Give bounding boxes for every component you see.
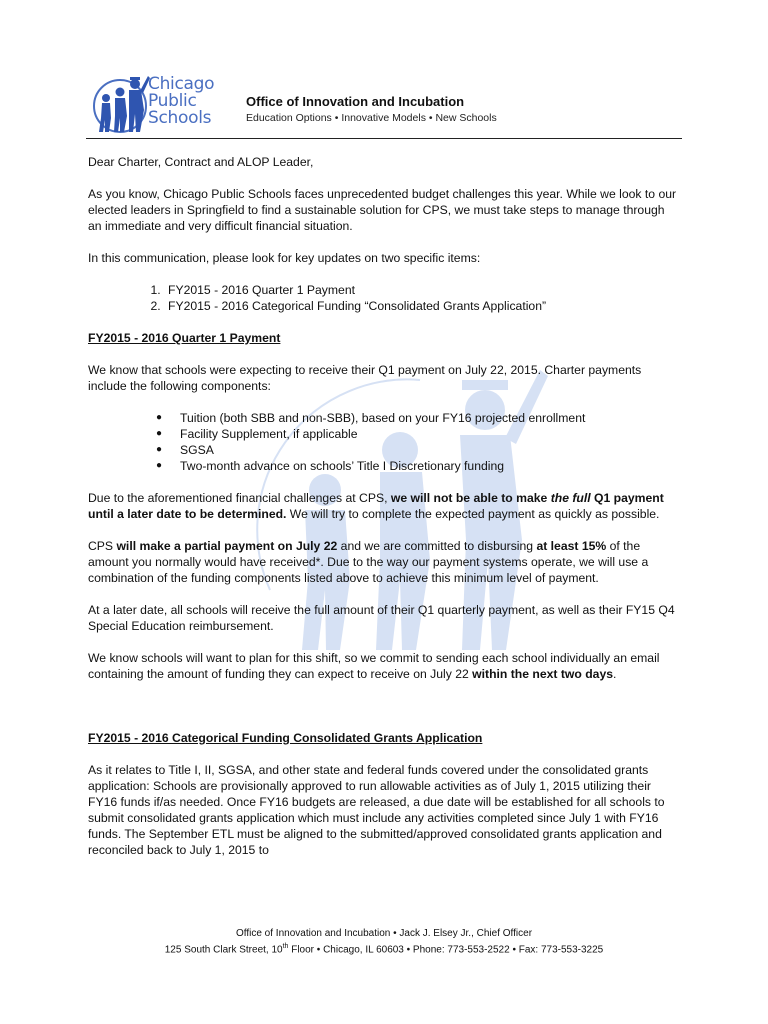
text-run: We will try to complete the expected payment as quickly as possible. (286, 507, 660, 521)
section1-paragraph-2 (88, 490, 680, 522)
section1-paragraph-4: At a later date, all schools will receive the full amount of their Q1 quarterly payment, as well as their FY15 Q4 Special Education reimbursement. (88, 603, 675, 633)
office-tagline: Education Options • Innovative Models • New Schools (246, 112, 497, 124)
list-item: ● SGSA (164, 442, 680, 458)
list-item: 2. FY2015 - 2016 Categorical Funding “Consolidated Grants Application” (164, 298, 680, 314)
text-run: We know schools will want to plan for this shift, so we commit to sending each school individually an email containing the amount of funding they can expect to receive on July 22 (88, 651, 660, 681)
section1-paragraph-3 (88, 538, 680, 586)
logo-wordmark (148, 76, 214, 127)
logo-line-3: Schools (148, 108, 212, 128)
list-item: ● Facility Supplement, if applicable (164, 426, 680, 442)
letter-body (88, 154, 680, 858)
text-run: of the amount you normally would have received*. Due to the way our payment systems operate, we will use a combination of the funding components listed above to achieve this minimum level of payment. (88, 539, 649, 585)
text-run: and we are committed to disbursing (337, 539, 537, 553)
logo-figures-icon (92, 70, 152, 136)
office-title: Office of Innovation and Incubation (246, 94, 465, 109)
cps-logo (92, 70, 227, 136)
section1-paragraph-1: We know that schools were expecting to receive their Q1 payment on July 22, 2015. Charter payments include the following components: (88, 363, 642, 393)
logo-line-1: Chicago (148, 74, 215, 94)
items-list (88, 282, 680, 314)
greeting: Dear Charter, Contract and ALOP Leader, (88, 155, 314, 169)
list-item: 1. FY2015 - 2016 Quarter 1 Payment (164, 282, 680, 298)
bold-italic-run: the full (550, 491, 591, 505)
text-run: Floor • Chicago, IL 60603 • Phone: 773-553-2522 • Fax: 773-553-3225 (288, 944, 604, 956)
letter-footer (0, 927, 768, 956)
intro-paragraph: As you know, Chicago Public Schools faces unprecedented budget challenges this year. While we look to our elected leaders in Springfield to find a sustainable solution for CPS, we must take steps to manage through an immediate and very difficult financial situation. (88, 187, 677, 233)
section1-paragraph-5 (88, 650, 680, 682)
section2-paragraph-1: As it relates to Title I, II, SGSA, and other state and federal funds covered under the consolidated grants application: Schools are provisionally approved to run allowable activities as of July 1, 2015 utilizing their FY16 funds if/as needed. Once FY16 budgets are released, a due date will be established for all schools to submit consolidated grants application which must include any activities completed since July 1 with FY16 funds. The September ETL must be aligned to the submitted/approved consolidated grants application and reconciled back to July 1, 2015 to (88, 763, 665, 857)
bold-run: we will not be able to make (390, 491, 551, 505)
items-lead: In this communication, please look for key updates on two specific items: (88, 251, 481, 265)
footer-line-1: Office of Innovation and Incubation • Jack J. Elsey Jr., Chief Officer (235, 928, 533, 939)
bold-run: will make a partial payment on July 22 (116, 539, 338, 553)
section2-heading: FY2015 - 2016 Categorical Funding Consolidated Grants Application (88, 731, 483, 745)
list-item: ● Two-month advance on schools’ Title I Discretionary funding (164, 458, 680, 474)
bold-run: within the next two days (472, 667, 614, 681)
text-run: 125 South Clark Street, 10 (164, 944, 283, 956)
header-divider (86, 138, 682, 139)
text-run: CPS (88, 539, 117, 553)
superscript: th (282, 943, 289, 950)
bold-run: at least 15% (536, 539, 607, 553)
section1-heading: FY2015 - 2016 Quarter 1 Payment (88, 331, 281, 345)
text-run: Due to the aforementioned financial challenges at CPS, (88, 491, 391, 505)
logo-line-2: Public (148, 91, 197, 111)
footer-line-2 (0, 940, 768, 956)
text-run: . (613, 667, 617, 681)
components-list (88, 410, 680, 474)
bold-run: Q1 payment until a later date to be determined. (88, 491, 664, 521)
list-item: ● Tuition (both SBB and non-SBB), based on your FY16 projected enrollment (164, 410, 680, 426)
